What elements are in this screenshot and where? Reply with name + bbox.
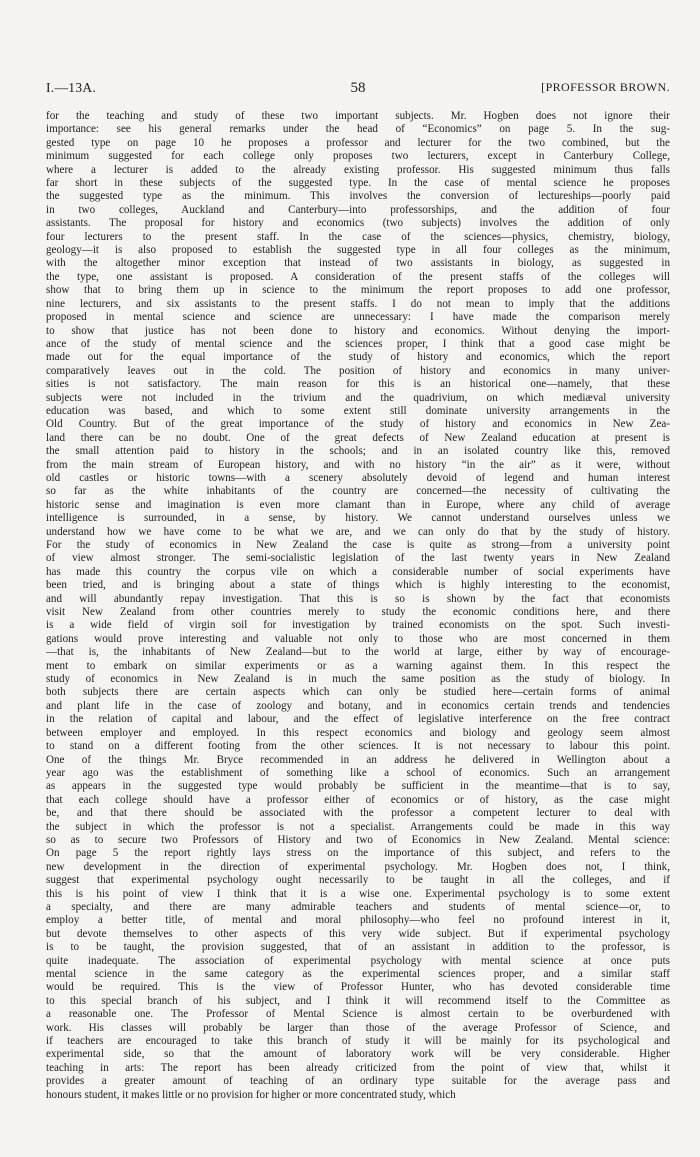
text-line: —that is, the inhabitants of New Zealand—but to the world at large, either by way of encourage- [46, 646, 670, 659]
text-line: year ago was the establishment of something like a school of economics. Such an arrangement [46, 766, 670, 779]
text-line: gested type on page 10 he proposes a professor and lecturer for the two combined, but the [46, 136, 670, 149]
text-line: minimum suggested for each college only proposes two lecturers, except in Canterbury College, [46, 150, 670, 163]
text-line: and plant life in the case of zoology and botany, and in economics certain trends and tendencies [46, 699, 670, 712]
text-line: the suggested type as the minimum. This involves the conversion of lectureships—poorly paid [46, 190, 670, 203]
text-line: importance: see his general remarks under the head of “Economics” on page 5. In the sug- [46, 123, 670, 136]
section-author: [PROFESSOR BROWN. [541, 80, 670, 94]
text-line: been tried, and is bringing about a state of things which is highly interesting to the economist, [46, 579, 670, 592]
text-line: made out for the equal importance of the study of history and economics, which the report [46, 351, 670, 364]
text-line: so as to secure two Professors of History and two of Economics in New Zealand. Mental science: [46, 833, 670, 846]
text-line: employ a better title, of mental and moral philosophy—who feel no profound interest in it, [46, 914, 670, 927]
text-line: mental science in the same category as the experimental sciences proper, and a similar staff [46, 968, 670, 980]
text-line: sities is not satisfactory. The main reason for this is an historical one—namely, that these [46, 378, 670, 391]
text-line: visit New Zealand from other countries merely to study the economic conditions here, and there [46, 606, 670, 619]
text-line: experimental side, so that the amount of laboratory work will be very considerable. Higher [46, 1048, 670, 1061]
text-line: the type, one assistant is proposed. A consideration of the present staffs of the colleges will [46, 270, 670, 283]
text-line: teaching in arts: The report has been already criticized from the point of view that, whilst it [46, 1061, 670, 1074]
text-line: with the altogether minor exception that instead of two assistants in biology, as suggested in [46, 257, 670, 270]
text-line: education was based, and which to some extent still dominate university arrangements in the [46, 404, 670, 417]
body-text [46, 110, 670, 1102]
text-line: Old Country. But of the great importance of the study of history and economics in New Zea- [46, 418, 670, 431]
text-line: as appears in the suggested type would probably be sufficient in the meantime—that is to say, [46, 780, 670, 793]
text-line: comparatively leaves out in the cold. The position of history and economics in many univer- [46, 364, 670, 377]
text-line: a specialty, and there are many admirable teachers and students of mental science—or, to [46, 900, 670, 913]
text-line: in the relation of capital and labour, and the effect of legislative interference on the free contract [46, 713, 670, 726]
text-line: On page 5 the report rightly lays stress on the importance of this subject, and refers to the [46, 847, 670, 860]
text-line: One of the things Mr. Bryce recommended in an address he delivered in Wellington about a [46, 753, 670, 766]
text-line: For the study of economics in New Zealand the case is quite as strong—from a university point [46, 539, 670, 551]
text-line: historic sense and imagination is even more clamant than in Europe, where any child of average [46, 498, 670, 511]
text-line: ance of the study of mental science and the sciences proper, I think that a good case might be [46, 337, 670, 350]
page-number: 58 [350, 80, 366, 96]
text-line: suggest that experimental psychology ought necessarily to be taught in all the colleges, and if [46, 874, 670, 887]
text-line: the small attention paid to history in the schools; and in an isolated country like this, removed [46, 445, 670, 458]
text-line: in two colleges, Auckland and Canterbury—into professorships, and the addition of four [46, 203, 670, 216]
text-line: this is his point of view I think that it is a wise one. Experimental psychology is to some extent [46, 887, 670, 900]
text-line: to stand on a different footing from the other sciences. It is not necessary to labour this point. [46, 740, 670, 753]
text-line: quite inadequate. The association of experimental psychology with mental science at once puts [46, 954, 670, 967]
text-line: land there can be no doubt. One of the great defects of New Zealand education at present is [46, 431, 670, 444]
text-line: a reasonable one. The Professor of Mental Science is almost certain to be overburdened with [46, 1008, 670, 1021]
text-line: the subject in which the professor is not a specialist. Arrangements could be made in this way [46, 820, 670, 833]
text-line: is to be taught, the provision suggested, that of an assistant in addition to the professor, is [46, 941, 670, 954]
text-line: where a lecturer is added to the already existing professor. His suggested minimum thus falls [46, 163, 670, 176]
text-line: if teachers are encouraged to take this branch of study it will be mainly for its psychological and [46, 1035, 670, 1048]
text-line: for the teaching and study of these two important subjects. Mr. Hogben does not ignore their [46, 110, 670, 122]
text-line: honours student, it makes little or no provision for higher or more concentrated study, which [46, 1088, 456, 1101]
document-reference: I.—13A. [46, 80, 97, 95]
text-line: ment to embark on similar experiments or as a warning against them. In this respect the [46, 659, 670, 672]
text-line: that each college should have a professor either of economics or of history, as the case might [46, 793, 670, 806]
text-line: subjects were not included in the trivium and the quadrivium, on which mediæval university [46, 391, 670, 404]
text-line: and will abundantly repay investigation. That this is so is shown by the fact that economists [46, 592, 670, 605]
text-line: to this special branch of his subject, and I think it will recommend itself to the Committee as [46, 994, 670, 1007]
text-line: is a wide field of virgin soil for investigation by trained economists on the spot. Such investi- [46, 619, 670, 632]
page-header [46, 80, 670, 102]
text-line: to show that justice has not been done to history and economics. Without denying the import- [46, 324, 670, 337]
text-line: proposed in mental science and science are unnecessary: I have made the comparison merely [46, 311, 670, 324]
text-line: be, and that there should be associated with the professor a competent lecturer to deal with [46, 807, 670, 820]
text-line: of view almost stronger. The semi-socialistic legislation of the last twenty years in New Zealand [46, 552, 670, 565]
text-line: study of economics in New Zealand is in much the same position as the study of biology. In [46, 673, 670, 686]
text-line: intelligence is surrounded, in a sense, by history. We cannot understand ourselves unless we [46, 512, 670, 525]
text-line: gations would prove interesting and valuable not only to those who are most concerned in them [46, 632, 670, 645]
text-line: four lecturers to the present staff. In the case of the sciences—physics, chemistry, biology, [46, 230, 670, 243]
text-line: between employer and employed. In this respect economics and biology and geology seem almost [46, 726, 670, 739]
text-line: old castles or historic towns—with a scenery absolutely devoid of legend and human interest [46, 471, 670, 484]
text-line: geology—it is also proposed to establish the suggested type in all four colleges as the minimum, [46, 244, 670, 257]
text-line: has made this country the corpus vile on which a considerable number of social experiments have [46, 565, 670, 578]
text-line: far short in these subjects of the suggested type. In the case of mental science he proposes [46, 177, 670, 190]
text-line: understand how we have come to be what we are, and we can only do that by the study of history. [46, 525, 670, 538]
text-line: nine lecturers, and six assistants to the present staffs. I do not mean to imply that the additions [46, 297, 670, 310]
text-line: provides a greater amount of teaching of an ordinary type suitable for the average pass and [46, 1075, 670, 1088]
text-line: new development in the direction of experimental psychology. Mr. Hogben does not, I think, [46, 860, 670, 873]
text-line: work. His classes will probably be larger than those of the average Professor of Science, and [46, 1021, 670, 1034]
text-line: but devote themselves to other aspects of this very wide subject. But if experimental psychology [46, 927, 670, 940]
text-line: both subjects there are certain aspects which can only be studied here—certain forms of animal [46, 686, 670, 699]
text-line: assistants. The proposal for history and economics (two subjects) involves the addition of only [46, 217, 670, 230]
text-line: from the main stream of European history, and with no history “in the air” as it were, without [46, 458, 670, 471]
text-line: show that to bring them up in science to the minimum the report proposes to add one professor, [46, 284, 670, 297]
text-line: would be required. This is the view of Professor Hunter, who has devoted considerable time [46, 981, 670, 994]
text-line: so far as the white inhabitants of the country are concerned—the necessity of cultivating the [46, 485, 670, 498]
